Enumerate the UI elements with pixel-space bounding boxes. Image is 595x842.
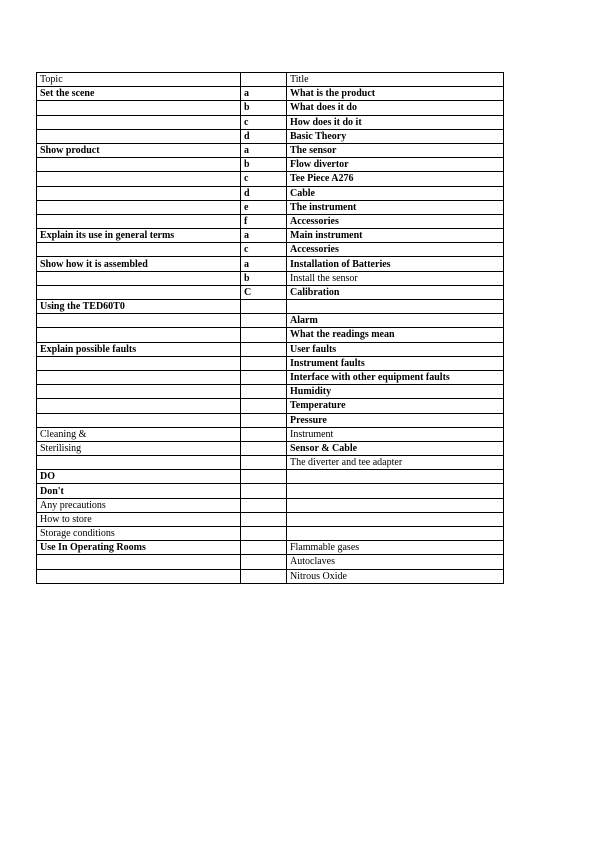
topic-cell: Sterilising xyxy=(37,441,241,455)
topic-cell: Don't xyxy=(37,484,241,498)
title-cell: Cable xyxy=(287,186,504,200)
title-cell: Tee Piece A276 xyxy=(287,172,504,186)
table-row xyxy=(37,285,504,299)
topics-table-body xyxy=(37,73,504,584)
table-row xyxy=(37,385,504,399)
item-letter-cell xyxy=(241,456,287,470)
table-row xyxy=(37,541,504,555)
item-letter-cell xyxy=(241,342,287,356)
topic-cell xyxy=(37,101,241,115)
item-letter-cell: c xyxy=(241,243,287,257)
title-cell: The diverter and tee adapter xyxy=(287,456,504,470)
title-cell xyxy=(287,300,504,314)
title-cell: Nitrous Oxide xyxy=(287,569,504,583)
table-row xyxy=(37,257,504,271)
table-row xyxy=(37,172,504,186)
topics-table xyxy=(36,72,504,584)
topic-cell: How to store xyxy=(37,512,241,526)
table-row xyxy=(37,271,504,285)
item-letter-cell: b xyxy=(241,158,287,172)
item-letter-cell: a xyxy=(241,143,287,157)
table-row xyxy=(37,555,504,569)
topic-cell xyxy=(37,456,241,470)
title-cell: Pressure xyxy=(287,413,504,427)
title-cell xyxy=(287,470,504,484)
table-row xyxy=(37,186,504,200)
topic-cell: Topic xyxy=(37,73,241,87)
item-letter-cell xyxy=(241,555,287,569)
item-letter-cell xyxy=(241,541,287,555)
item-letter-cell: a xyxy=(241,229,287,243)
table-row xyxy=(37,370,504,384)
table-row xyxy=(37,229,504,243)
topic-cell xyxy=(37,214,241,228)
topic-cell: Using the TED60T0 xyxy=(37,300,241,314)
topic-cell xyxy=(37,328,241,342)
title-cell: Flow divertor xyxy=(287,158,504,172)
title-cell: What does it do xyxy=(287,101,504,115)
table-row xyxy=(37,427,504,441)
title-cell: Flammable gases xyxy=(287,541,504,555)
topic-cell: Use In Operating Rooms xyxy=(37,541,241,555)
table-row xyxy=(37,484,504,498)
title-cell xyxy=(287,484,504,498)
title-cell: Installation of Batteries xyxy=(287,257,504,271)
topic-cell xyxy=(37,271,241,285)
table-row xyxy=(37,569,504,583)
table-row xyxy=(37,214,504,228)
item-letter-cell xyxy=(241,356,287,370)
title-cell: Temperature xyxy=(287,399,504,413)
table-row xyxy=(37,342,504,356)
title-cell: Autoclaves xyxy=(287,555,504,569)
item-letter-cell: c xyxy=(241,172,287,186)
topic-cell xyxy=(37,356,241,370)
title-cell: Accessories xyxy=(287,214,504,228)
item-letter-cell: d xyxy=(241,129,287,143)
title-cell: User faults xyxy=(287,342,504,356)
item-letter-cell xyxy=(241,484,287,498)
topic-cell xyxy=(37,385,241,399)
table-row xyxy=(37,143,504,157)
topic-cell xyxy=(37,314,241,328)
topic-cell xyxy=(37,243,241,257)
topic-cell xyxy=(37,370,241,384)
header-row xyxy=(37,73,504,87)
topic-cell: Explain its use in general terms xyxy=(37,229,241,243)
table-row xyxy=(37,158,504,172)
title-cell: How does it do it xyxy=(287,115,504,129)
table-row xyxy=(37,456,504,470)
item-letter-cell: b xyxy=(241,271,287,285)
title-cell: Sensor & Cable xyxy=(287,441,504,455)
item-letter-cell xyxy=(241,328,287,342)
item-letter-cell xyxy=(241,470,287,484)
item-letter-cell xyxy=(241,385,287,399)
item-letter-cell: b xyxy=(241,101,287,115)
topic-cell: Cleaning & xyxy=(37,427,241,441)
topic-cell: DO xyxy=(37,470,241,484)
item-letter-cell xyxy=(241,399,287,413)
item-letter-cell: a xyxy=(241,257,287,271)
table-row xyxy=(37,115,504,129)
topic-cell xyxy=(37,158,241,172)
title-cell: Instrument xyxy=(287,427,504,441)
item-letter-cell xyxy=(241,73,287,87)
topic-cell xyxy=(37,413,241,427)
title-cell: Install the sensor xyxy=(287,271,504,285)
table-row xyxy=(37,314,504,328)
topic-cell xyxy=(37,285,241,299)
title-cell: Alarm xyxy=(287,314,504,328)
topic-cell xyxy=(37,399,241,413)
table-row xyxy=(37,101,504,115)
item-letter-cell xyxy=(241,569,287,583)
topic-cell: Any precautions xyxy=(37,498,241,512)
title-cell: What the readings mean xyxy=(287,328,504,342)
table-row xyxy=(37,87,504,101)
title-cell: The sensor xyxy=(287,143,504,157)
table-row xyxy=(37,356,504,370)
item-letter-cell: f xyxy=(241,214,287,228)
title-cell xyxy=(287,527,504,541)
table-row xyxy=(37,300,504,314)
item-letter-cell: e xyxy=(241,200,287,214)
item-letter-cell xyxy=(241,441,287,455)
title-cell: Main instrument xyxy=(287,229,504,243)
title-cell xyxy=(287,512,504,526)
item-letter-cell xyxy=(241,413,287,427)
item-letter-cell xyxy=(241,370,287,384)
topic-cell: Set the scene xyxy=(37,87,241,101)
table-row xyxy=(37,129,504,143)
topic-cell xyxy=(37,172,241,186)
title-cell: Interface with other equipment faults xyxy=(287,370,504,384)
item-letter-cell: C xyxy=(241,285,287,299)
table-row xyxy=(37,399,504,413)
table-row xyxy=(37,527,504,541)
item-letter-cell: c xyxy=(241,115,287,129)
title-cell xyxy=(287,498,504,512)
table-row xyxy=(37,200,504,214)
table-row xyxy=(37,243,504,257)
table-row xyxy=(37,498,504,512)
item-letter-cell: d xyxy=(241,186,287,200)
title-cell: What is the product xyxy=(287,87,504,101)
title-cell: The instrument xyxy=(287,200,504,214)
topic-cell xyxy=(37,129,241,143)
item-letter-cell xyxy=(241,300,287,314)
item-letter-cell xyxy=(241,527,287,541)
table-row xyxy=(37,470,504,484)
topic-cell xyxy=(37,569,241,583)
topic-cell: Show how it is assembled xyxy=(37,257,241,271)
title-cell: Title xyxy=(287,73,504,87)
topic-cell xyxy=(37,200,241,214)
title-cell: Basic Theory xyxy=(287,129,504,143)
topic-cell xyxy=(37,115,241,129)
title-cell: Humidity xyxy=(287,385,504,399)
item-letter-cell xyxy=(241,314,287,328)
title-cell: Instrument faults xyxy=(287,356,504,370)
table-row xyxy=(37,441,504,455)
topic-cell: Show product xyxy=(37,143,241,157)
topic-cell: Storage conditions xyxy=(37,527,241,541)
table-row xyxy=(37,512,504,526)
item-letter-cell xyxy=(241,498,287,512)
title-cell: Calibration xyxy=(287,285,504,299)
item-letter-cell: a xyxy=(241,87,287,101)
item-letter-cell xyxy=(241,512,287,526)
title-cell: Accessories xyxy=(287,243,504,257)
topic-cell xyxy=(37,555,241,569)
topic-cell xyxy=(37,186,241,200)
topic-cell: Explain possible faults xyxy=(37,342,241,356)
item-letter-cell xyxy=(241,427,287,441)
table-row xyxy=(37,328,504,342)
table-row xyxy=(37,413,504,427)
